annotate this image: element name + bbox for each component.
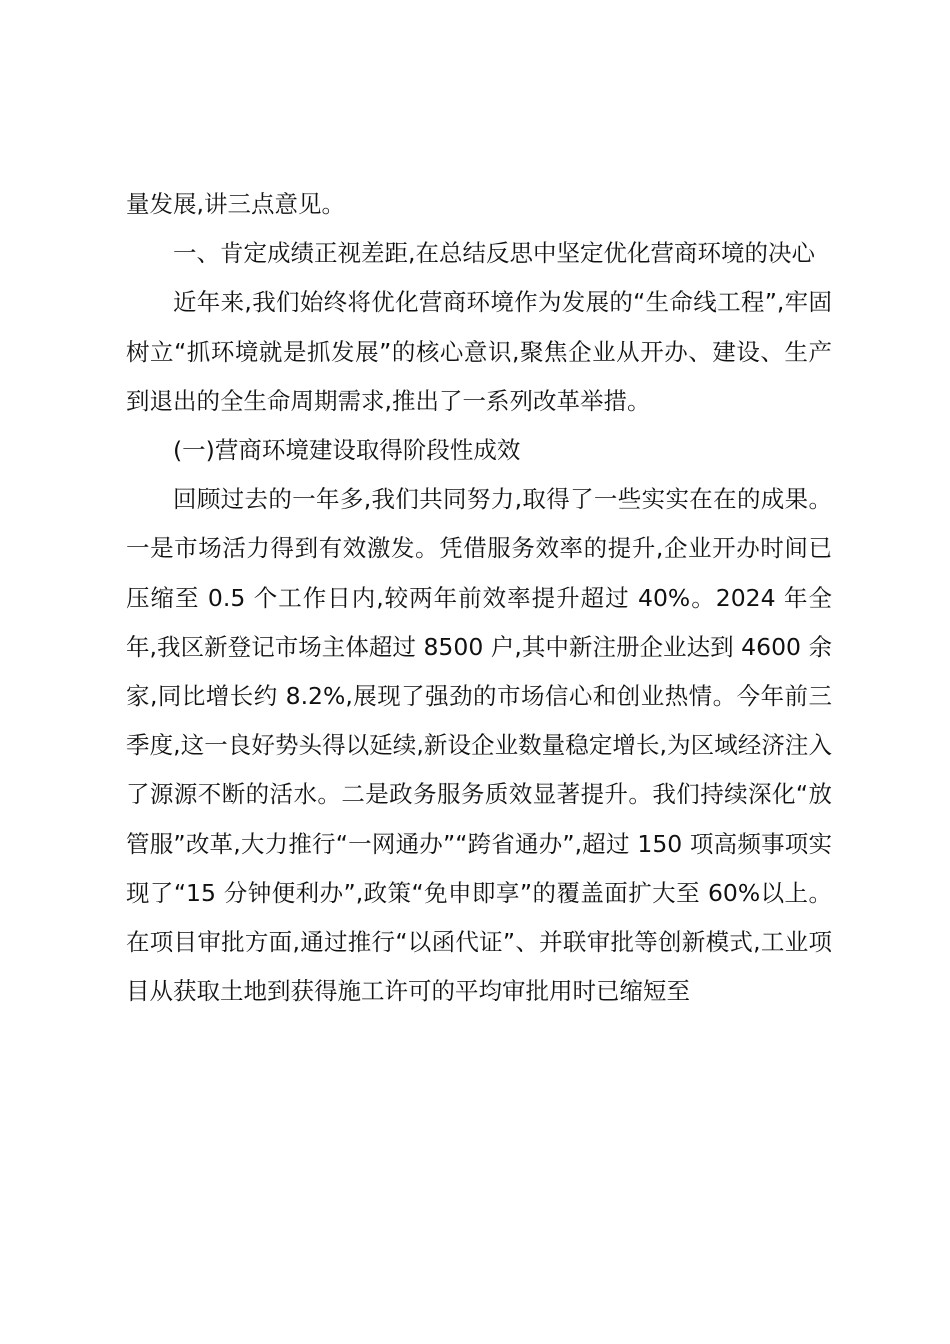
subsection-heading-1: (一)营商环境建设取得阶段性成效 (173, 436, 521, 465)
document-body (126, 180, 832, 1016)
paragraph-achievements: 回顾过去的一年多,我们共同努力,取得了一些实实在在的成果。一是市场活力得到有效激发。凭借服务效率的提升,企业开办时间已压缩至 0.5 个工作日内,较两年前效率提升超过 40%。2024 年全年,我区新登记市场主体超过 8500 户,其中新注册企业达到 4600 余家,同比增长约 8.2%,展现了强劲的市场信心和创业热情。今年前三季度,这一良好势头得以延续,新设企业数量稳定增长,为区域经济注入了源源不断的活水。二是政务服务质效显著提升。我们持续深化“放管服”改革,大力推行“一网通办”“跨省通办”,超过 150 项高频事项实现了“15 分钟便利办”,政策“免申即享”的覆盖面扩大至 60%以上。在项目审批方面,通过推行“以函代证”、并联审批等创新模式,工业项目从获取土地到获得施工许可的平均审批用时已缩短至 (126, 485, 832, 1006)
paragraph-continuation: 量发展,讲三点意见。 (126, 190, 345, 218)
section-heading-1: 一、肯定成绩正视差距,在总结反思中坚定优化营商环境的决心 (173, 239, 815, 268)
paragraph-intro: 近年来,我们始终将优化营商环境作为发展的“生命线工程”,牢固树立“抓环境就是抓发展”的核心意识,聚焦企业从开办、建设、生产到退出的全生命周期需求,推出了一系列改革举措。 (126, 288, 832, 415)
